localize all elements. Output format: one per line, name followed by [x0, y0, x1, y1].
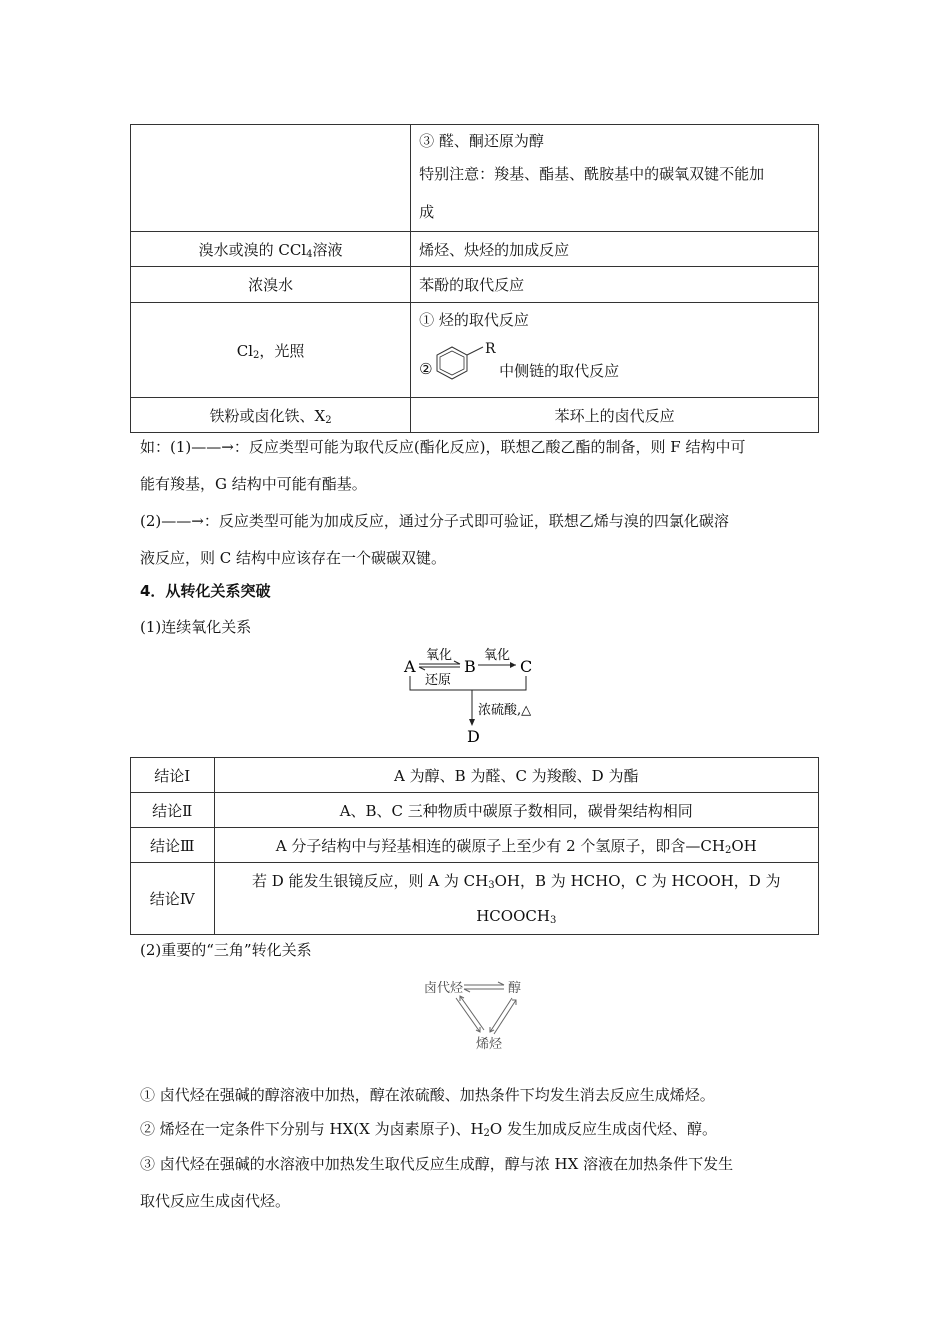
subscript: 3 — [549, 914, 557, 926]
cell-text: A 分子结构中与羟基相连的碳原子上至少有 2 个氢原子，即含—CH — [275, 836, 725, 855]
table-cell: 苯环上的卤代反应 — [411, 398, 819, 433]
reagent-reaction-table — [130, 124, 819, 433]
cell-text: ① 烃的取代反应 — [419, 311, 529, 329]
paragraph-line: (2)——→：反应类型可能为加成反应，通过分子式即可验证，联想乙烯与溴的四氯化碳溶 — [140, 512, 729, 530]
table-cell — [411, 125, 819, 232]
paragraph-line — [140, 1119, 820, 1139]
cell-text: Cl — [236, 341, 254, 360]
subscript: 2 — [725, 844, 732, 856]
table-row — [131, 863, 819, 935]
section-heading: 4．从转化关系突破 — [140, 582, 271, 600]
subscript: 2 — [253, 349, 260, 361]
cell-text: OH，B 为 HCHO，C 为 HCOOH，D 为 — [494, 871, 781, 890]
paragraph-line: ③ 卤代烃在强碱的水溶液中加热发生取代反应生成醇，醇与浓 HX 溶液在加热条件下发生 — [140, 1155, 734, 1173]
table-cell: 浓溴水 — [131, 267, 411, 303]
label-oxidize: 氧化 — [484, 648, 511, 663]
table-cell — [131, 398, 411, 433]
paragraph-line: 如：(1)——→：反应类型可能为取代反应(酯化反应)，联想乙酸乙酯的制备，则 F 结构中可 — [140, 438, 746, 456]
table-cell — [131, 303, 411, 398]
table-row — [131, 125, 819, 232]
table-cell: A 为醇、B 为醛、C 为羧酸、D 为酯 — [214, 758, 818, 793]
table-cell: 结论Ⅳ — [131, 863, 215, 935]
table-cell — [411, 303, 819, 398]
node-haloalkane: 卤代烃 — [424, 981, 464, 996]
table-cell: 结论Ⅰ — [131, 758, 215, 793]
node-alcohol: 醇 — [508, 981, 522, 996]
circled-number: ② — [419, 360, 433, 378]
subscript: 2 — [483, 1128, 490, 1139]
r-group-label: R — [485, 341, 496, 357]
node-d: D — [467, 727, 480, 746]
table-cell: 结论Ⅲ — [131, 828, 215, 863]
table-cell: 烯烃、炔烃的加成反应 — [411, 232, 819, 267]
paragraph-line: 液反应，则 C 结构中应该存在一个碳碳双键。 — [140, 549, 447, 567]
cell-text: OH — [731, 836, 757, 855]
cell-text: 溴水或溴的 CCl — [198, 240, 307, 259]
table-row — [131, 758, 819, 793]
subscript: 3 — [488, 879, 495, 891]
paragraph-line: ① 卤代烃在强碱的醇溶液中加热，醇在浓硫酸、加热条件下均发生消去反应生成烯烃。 — [140, 1086, 715, 1104]
table-row — [131, 398, 819, 433]
label-condition: 浓硫酸,△ — [478, 703, 532, 718]
label-reduce: 还原 — [425, 673, 452, 688]
table-cell — [214, 863, 818, 935]
cell-text: 中侧链的取代反应 — [499, 362, 620, 380]
table-row — [131, 303, 819, 398]
line-text: O 发生加成反应生成卤代烃、醇。 — [489, 1120, 717, 1138]
table-cell — [214, 828, 818, 863]
subscript: 2 — [325, 414, 332, 426]
triangle-conversion-diagram — [418, 976, 538, 1056]
cell-text: ，光照 — [259, 341, 305, 360]
paragraph-line: 取代反应生成卤代烃。 — [140, 1192, 291, 1210]
subsection-heading: (2)重要的“三角”转化关系 — [140, 941, 312, 959]
cell-text: 特别注意：羧基、酯基、酰胺基中的碳氧双键不能加 — [419, 165, 765, 183]
cell-text: 若 D 能发生银镜反应，则 A 为 CH — [251, 871, 489, 890]
table-cell — [131, 125, 411, 232]
table-cell: 苯酚的取代反应 — [411, 267, 819, 303]
cell-text: ③ 醛、酮还原为醇 — [419, 132, 544, 150]
table-row — [131, 267, 819, 303]
paragraph-line: 能有羧基，G 结构中可能有酯基。 — [140, 475, 367, 493]
cell-text: HCOOCH — [476, 906, 550, 925]
cell-text: 铁粉或卤化铁、X — [209, 406, 326, 425]
oxidation-relation-diagram — [398, 642, 558, 748]
table-cell: 结论Ⅱ — [131, 793, 215, 828]
node-a: A — [404, 657, 416, 676]
line-text: ② 烯烃在一定条件下分别与 HX(X 为卤素原子)、H — [140, 1120, 484, 1138]
node-b: B — [464, 657, 476, 676]
table-cell: A、B、C 三种物质中碳原子数相同，碳骨架结构相同 — [214, 793, 818, 828]
table-row — [131, 232, 819, 267]
table-row — [131, 793, 819, 828]
node-c: C — [520, 657, 533, 676]
table-cell — [131, 232, 411, 267]
subscript: 4 — [306, 248, 313, 260]
label-oxidize: 氧化 — [426, 648, 453, 663]
table-row — [131, 828, 819, 863]
conclusion-table — [130, 757, 819, 935]
subsection-heading: (1)连续氧化关系 — [140, 618, 252, 636]
node-alkene: 烯烃 — [476, 1037, 503, 1052]
cell-text: 成 — [419, 203, 435, 221]
cell-text: 溶液 — [312, 240, 343, 259]
